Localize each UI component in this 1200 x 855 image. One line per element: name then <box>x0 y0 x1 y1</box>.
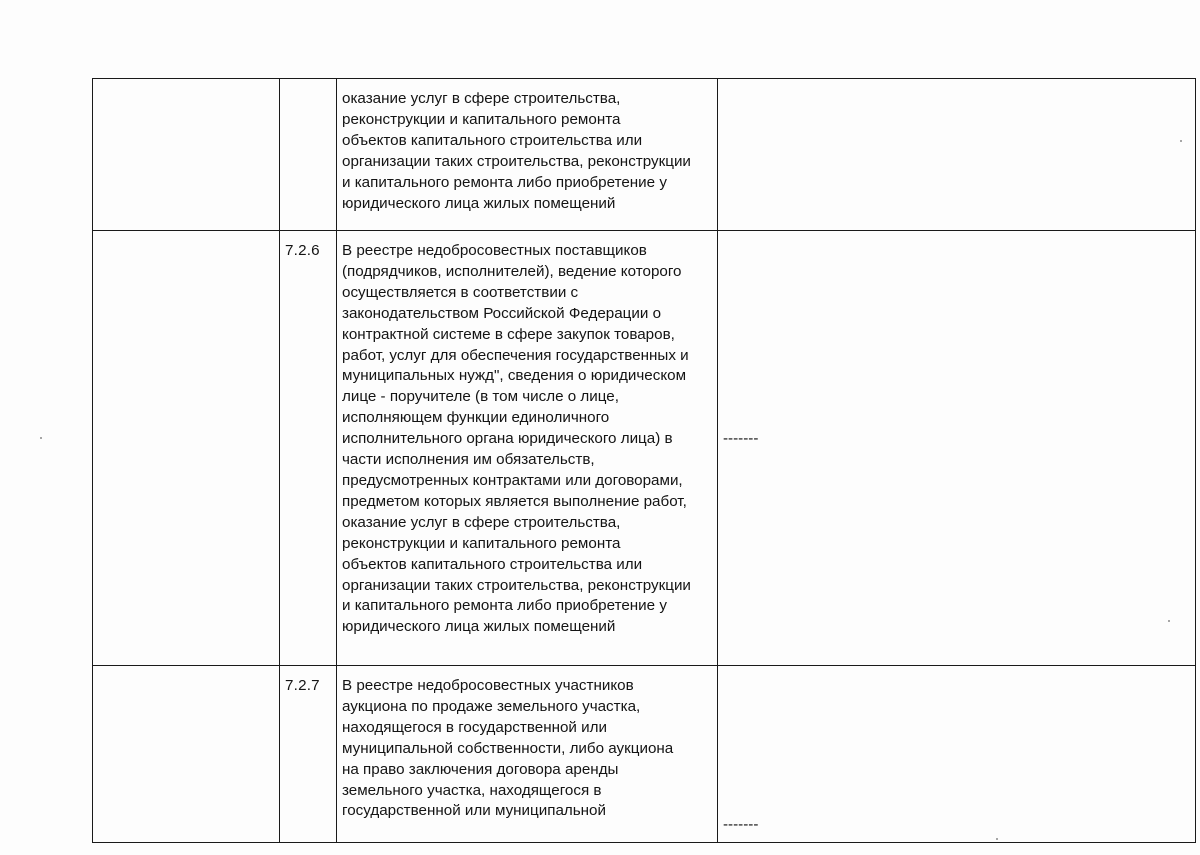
item-description: В реестре недобросовестных участников аукциона по продаже земельного участка, находящегося в государственной или муниципальной собственности, либо аукциона на право заключения договора аренды земельного участка, находящегося в государственной или муниципальной <box>337 666 718 843</box>
item-value-cell <box>718 79 1196 231</box>
item-description: В реестре недобросовестных поставщиков (подрядчиков, исполнителей), ведение которого осуществляется в соответствии с законодательством Российской Федерации о контрактной системе в сфере закупок товаров, работ, услуг для обеспечения государственных и муниципальных нужд", сведения о юридическом лице - поручителе (в том числе о лице, исполняющем функции единоличного исполнительного органа юридического лица) в части исполнения им обязательств, предусмотренных контрактами или договорами, предметом которых является выполнение работ, оказание услуг в сфере строительства, реконструкции и капитального ремонта объектов капитального строительства или организации таких строительства, реконструкции и капитального ремонта либо приобретение у юридического лица жилых помещений <box>337 231 718 666</box>
scan-speck <box>1168 620 1170 622</box>
table-row <box>93 666 1196 843</box>
scan-speck <box>996 838 998 840</box>
item-description: оказание услуг в сфере строительства, реконструкции и капитального ремонта объектов капитального строительства или организации таких строительства, реконструкции и капитального ремонта либо приобретение у юридического лица жилых помещений <box>337 79 718 231</box>
item-value: ------- <box>723 430 759 447</box>
item-value-cell <box>718 231 1196 666</box>
blank-column-cell <box>93 79 280 231</box>
item-value: ------- <box>723 816 759 834</box>
scan-speck <box>1180 140 1182 142</box>
item-number: 7.2.6 <box>280 231 337 666</box>
blank-column-cell <box>93 666 280 843</box>
blank-column-cell <box>93 231 280 666</box>
item-value-cell <box>718 666 1196 843</box>
table-row <box>93 231 1196 666</box>
item-number: 7.2.7 <box>280 666 337 843</box>
requirements-table <box>92 78 1196 843</box>
scan-speck <box>40 437 42 439</box>
table-row <box>93 79 1196 231</box>
item-number <box>280 79 337 231</box>
